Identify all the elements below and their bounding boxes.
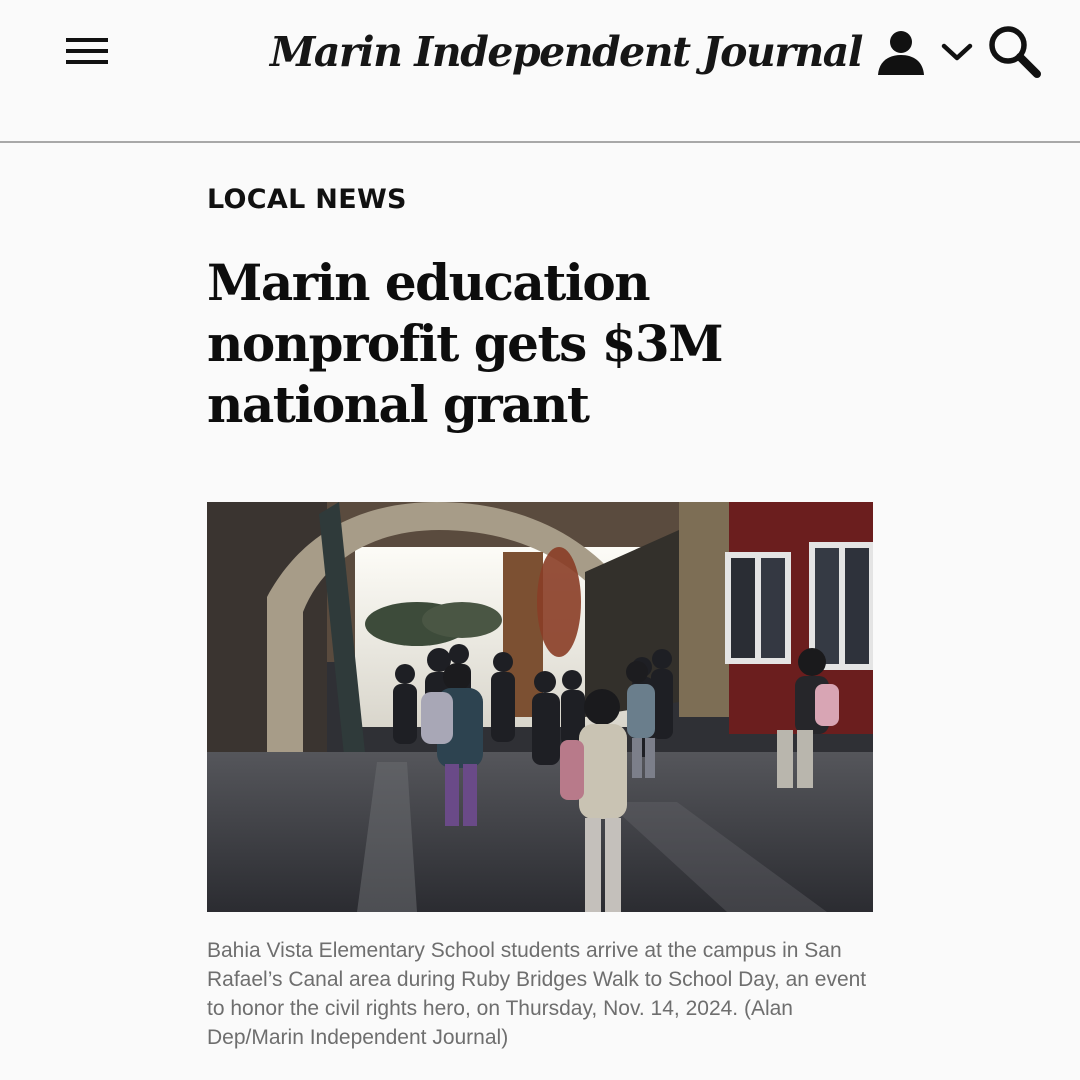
section-label-local-news[interactable]: LOCAL NEWS	[207, 184, 407, 215]
chevron-down-icon[interactable]	[940, 40, 974, 64]
hamburger-menu-icon[interactable]	[66, 38, 108, 68]
search-icon[interactable]	[986, 24, 1042, 78]
site-header	[0, 0, 1080, 143]
masthead-logo[interactable]: Marin Independent Journal	[270, 28, 862, 76]
photo-illustration	[207, 502, 873, 912]
article-headline: Marin education nonprofit gets $3M national grant	[207, 253, 723, 434]
photo-caption: Bahia Vista Elementary School students arrive at the campus in San Rafael’s Canal area during Ruby Bridges Walk to School Day, an event to honor the civil rights hero, on Thursday, Nov. 14, 2024. (Alan Dep/Marin Independent Journal)	[207, 939, 867, 1049]
user-account-icon[interactable]	[876, 28, 926, 76]
article-photo[interactable]	[207, 502, 873, 912]
